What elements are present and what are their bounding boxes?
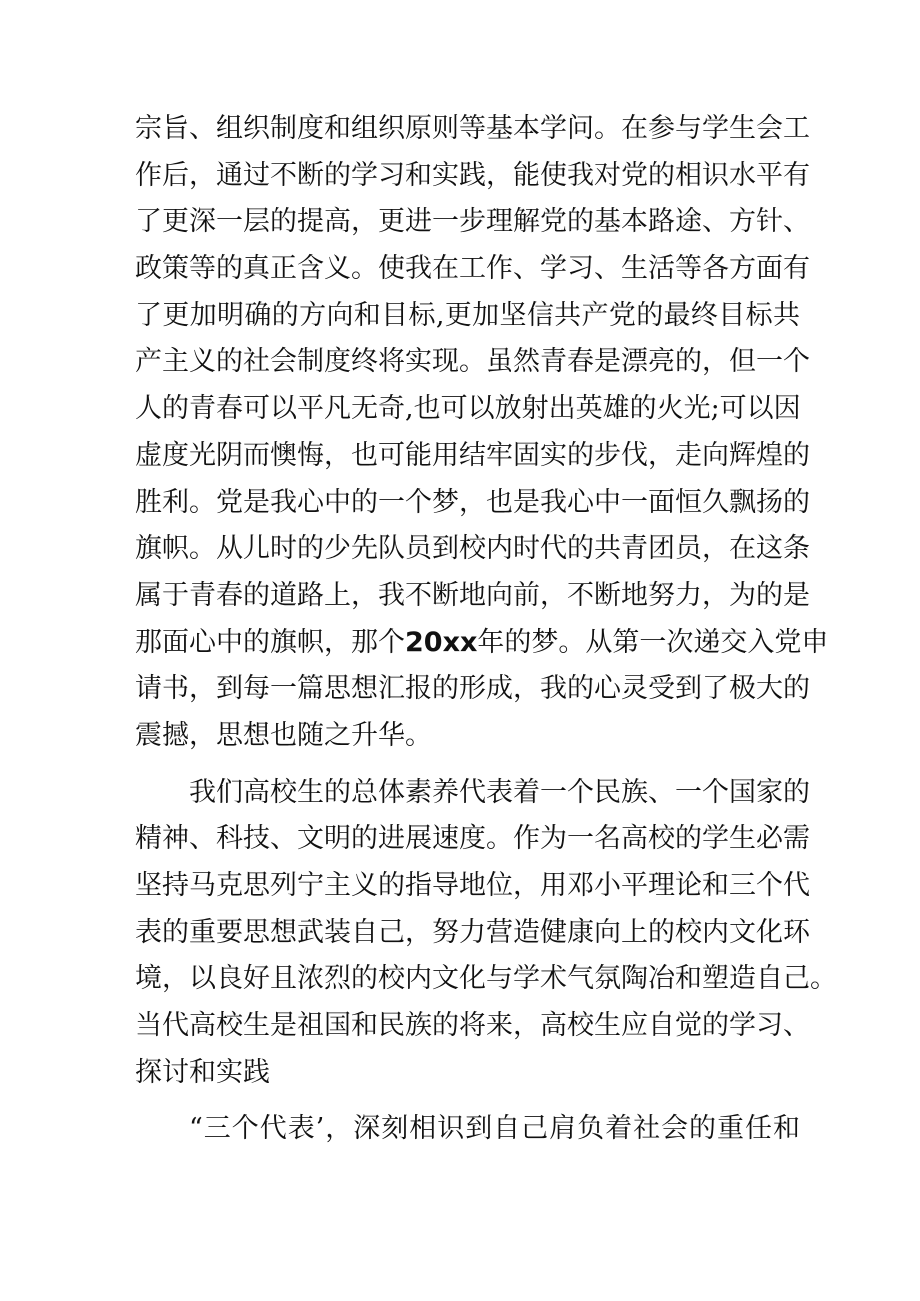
text-line: 请书，到每一篇思想汇报的形成，我的心灵受到了极大的 [135,673,810,705]
text-line: 作后，通过不断的学习和实践，能使我对党的相识水平有 [135,159,810,191]
text-line: 精神、科技、文明的进展速度。作为一名高校的学生必需 [135,823,810,855]
text-segment: 那面心中的旗帜，那个 [135,626,405,658]
text-line: 当代高校生是祖国和民族的将来，高校生应自觉的学习、 [135,1010,810,1042]
text-line: 政策等的真正含义。使我在工作、学习、生活等各方面有 [135,253,810,285]
text-line-with-year [135,620,829,667]
text-line: 人的青春可以平凡无奇,也可以放射出英雄的火光;可以因 [135,393,801,425]
paragraph-gap [135,1096,800,1106]
paragraph-2 [135,770,837,1097]
paragraph-3 [135,1106,800,1153]
text-line: 胜利。党是我心中的一个梦，也是我心中一面恒久飘扬的 [135,486,810,518]
text-line: 旗帜。从儿时的少先队员到校内时代的共青团员，在这条 [135,533,810,565]
paragraph-last-line: 震撼，思想也随之升华。 [135,719,432,751]
text-line: 了更深一层的提高，更进一步理解党的基本路途、方针、 [135,206,810,238]
text-line: 宗旨、组织制度和组织原则等基本学问。在参与学生会工 [135,113,810,144]
paragraph-1 [135,106,829,760]
paragraph-first-line: 我们高校生的总体素养代表着一个民族、一个国家的 [189,776,810,808]
text-line: 坚持马克思列宁主义的指导地位，用邓小平理论和三个代 [135,870,810,901]
year-token: 20xx [405,626,478,658]
paragraph-last-line: 探讨和实践 [135,1056,270,1088]
text-line: 境，以良好且浓烈的校内文化与学术气氛陶冶和塑造自己。 [135,963,837,995]
paragraph-gap [135,760,800,770]
text-line: 了更加明确的方向和目标,更加坚信共产党的最终目标共 [135,299,800,331]
text-line: 虚度光阴而懊悔，也可能用结牢固实的步伐，走向辉煌的 [135,439,810,471]
text-line: 表的重要思想武装自己，努力营造健康向上的校内文化环 [135,916,810,948]
paragraph-first-line: “三个代表’，深刻相识到自己肩负着社会的重任和 [189,1113,800,1145]
document-body [135,106,837,1153]
text-segment: 年的梦。从第一次递交入党申 [477,626,829,658]
text-line: 属于青春的道路上，我不断地向前，不断地努力，为的是 [135,579,810,611]
text-line: 产主义的社会制度终将实现。虽然青春是漂亮的，但一个 [135,346,810,378]
